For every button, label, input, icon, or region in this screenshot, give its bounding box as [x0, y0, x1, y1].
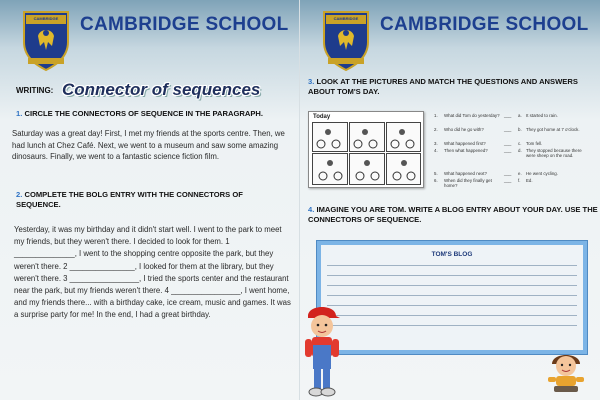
crest-text: CAMBRIDGE: [333, 16, 359, 21]
school-title: CAMBRIDGE SCHOOL: [380, 14, 589, 35]
row-number: 1.: [434, 113, 438, 118]
row-letter: c.: [518, 141, 522, 146]
row-letter: d.: [518, 148, 522, 153]
match-row: [434, 171, 594, 178]
q3-number: 3.: [308, 77, 315, 86]
q4-heading: [308, 205, 598, 225]
row-question: What happened next?: [444, 171, 487, 176]
row-question: What happened first?: [444, 141, 486, 146]
row-answer: He went cycling.: [526, 171, 558, 176]
cartoon-boy-illustration-icon: [300, 300, 344, 398]
answer-blank[interactable]: ___: [504, 127, 512, 132]
row-letter: b.: [518, 127, 522, 132]
blog-line: [327, 315, 577, 316]
blog-line: [327, 325, 577, 326]
blog-writing-area[interactable]: [321, 245, 583, 350]
row-question: Who did he go with?: [444, 127, 484, 132]
answer-blank[interactable]: ___: [504, 148, 512, 153]
row-question: When did they finally get home?: [444, 178, 492, 188]
match-question-list: [434, 113, 594, 192]
blog-line: [327, 275, 577, 276]
blog-line: [327, 305, 577, 306]
answer-blank[interactable]: ___: [504, 171, 512, 176]
row-number: 6.: [434, 178, 438, 183]
match-row: [434, 127, 594, 141]
writing-label: WRITING:: [16, 86, 54, 95]
row-answer: They got home at 7 o'clock.: [526, 127, 580, 132]
row-answer: It started to rain.: [526, 113, 558, 118]
writing-topic: Connector of sequences: [62, 80, 261, 99]
q2-heading: [16, 190, 286, 210]
q1-instruction: CIRCLE THE CONNECTORS OF SEQUENCE IN THE PARAGRAPH.: [24, 109, 263, 118]
q1-number: 1.: [16, 109, 23, 118]
answer-blank[interactable]: ___: [504, 178, 512, 183]
blog-line: [327, 285, 577, 286]
answer-blank[interactable]: ___: [504, 141, 512, 146]
match-row: [434, 148, 594, 171]
row-number: 2.: [434, 127, 438, 132]
writing-header: [16, 82, 286, 104]
school-title: CAMBRIDGE SCHOOL: [80, 14, 289, 35]
blog-title: TOM'S BLOG: [431, 251, 473, 258]
row-number: 3.: [434, 141, 438, 146]
q3-heading: [308, 77, 598, 97]
row-number: 4.: [434, 148, 438, 153]
right-page: [300, 0, 600, 400]
comic-strip: [308, 111, 424, 188]
blog-line: [327, 265, 577, 266]
row-letter: f.: [518, 178, 521, 183]
blog-line: [327, 295, 577, 296]
q2-number: 2.: [16, 190, 23, 199]
row-letter: e.: [518, 171, 522, 176]
crest-text: CAMBRIDGE: [33, 16, 59, 21]
row-answer: Tom fell.: [526, 141, 543, 146]
match-row: [434, 178, 594, 192]
q2-paragraph: Yesterday, it was my birthday and it didn't start well. I went to the park to meet my friends, but they weren't there. I decided to look for them. 1 ______________, I went to the shopping centre opposite the park, but they weren't there. 2 _______________, I looked for them at the library, but they weren't there. 3 ________________, I tried the sports center and the restaurant near the park, but my friends weren't there. 4 ________________, I went home, and my friends there... with a birthday cake, ice cream, music and games. It was a surprise party for me! In the end, I had a great birthday.: [14, 225, 291, 320]
row-answer: They stopped because there were sheep on the road.: [526, 148, 582, 158]
q4-instruction: IMAGINE YOU ARE TOM. WRITE A BLOG ENTRY ABOUT YOUR DAY. USE THE CONNECTORS OF SEQUENCE.: [308, 205, 598, 224]
row-letter: a.: [518, 113, 522, 118]
blog-entry-box: [316, 240, 588, 355]
row-answer: Ed.: [526, 178, 533, 183]
q3-instruction: LOOK AT THE PICTURES AND MATCH THE QUESTIONS AND ANSWERS ABOUT TOM'S DAY.: [308, 77, 578, 96]
row-question: What did Tom do yesterday?: [444, 113, 500, 118]
q2-instruction: COMPLETE THE BOLG ENTRY WITH THE CONNECTORS OF SEQUENCE.: [16, 190, 243, 209]
q1-heading: [16, 109, 291, 119]
answer-blank[interactable]: ___: [504, 113, 512, 118]
q1-paragraph: Saturday was a great day! First, I met my friends at the sports centre. Then, we had lunch at Chez Café. Next, we went to a museum and saw some amazing dinosaurs. Finally, we went to a fantastic science fiction film.: [12, 129, 285, 162]
cartoon-kid-illustration-icon: [546, 352, 586, 396]
row-question: Then what happened?: [444, 148, 488, 153]
bicycle-illustration-icon: [309, 112, 423, 187]
comic-title: Today: [313, 114, 331, 120]
q4-number: 4.: [308, 205, 315, 214]
match-row: [434, 113, 594, 127]
row-number: 5.: [434, 171, 438, 176]
match-row: [434, 141, 594, 148]
